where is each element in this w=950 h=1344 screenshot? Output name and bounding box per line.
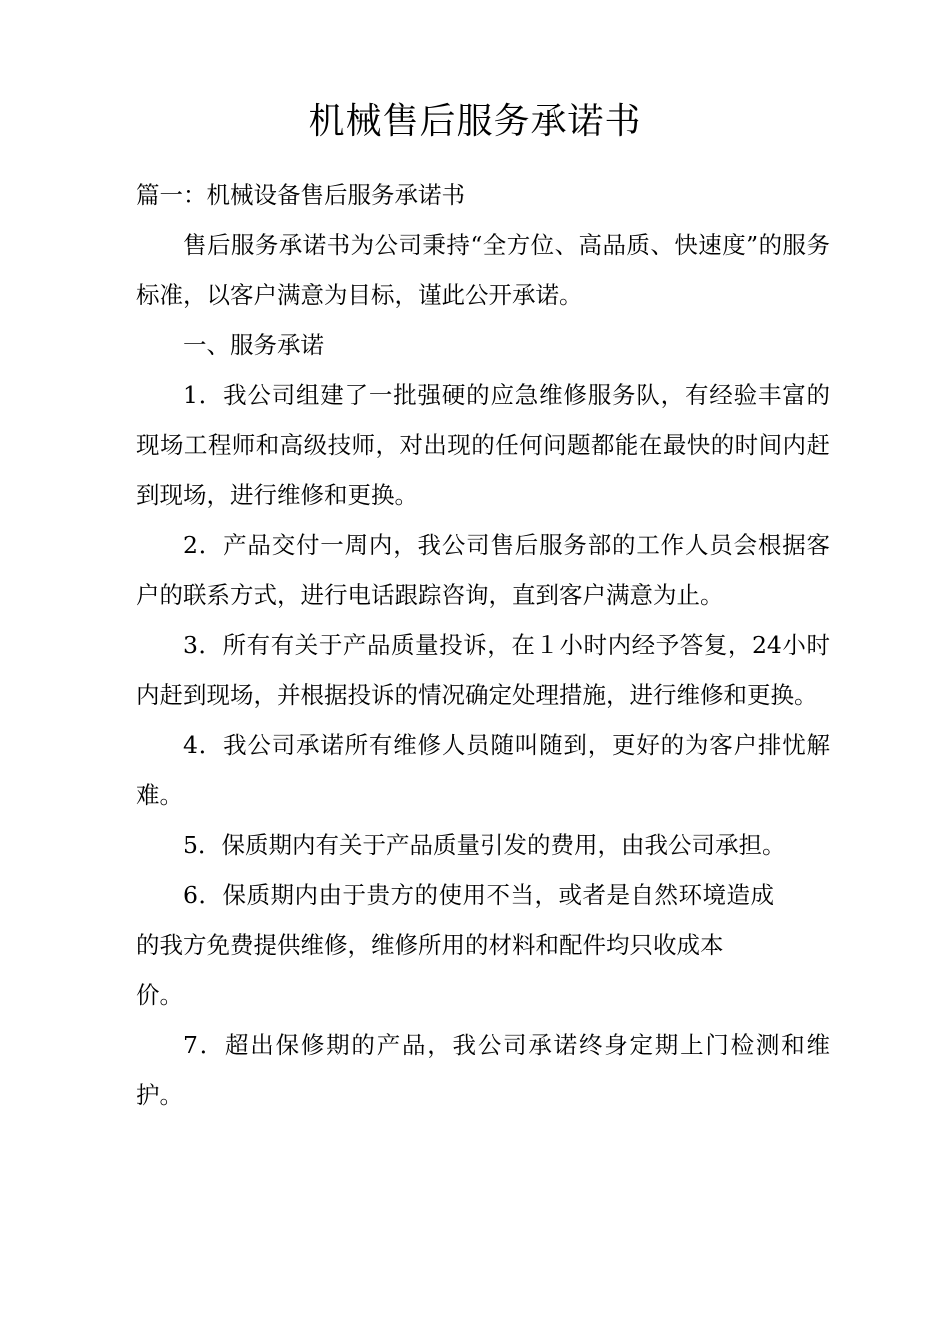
promise-item-1: 1．我公司组建了一批强硬的应急维修服务队，有经验丰富的现场工程师和高级技师，对出现的任何问题都能在最快的时间内赶到现场，进行维修和更换。 bbox=[136, 381, 830, 509]
document-title: 机械售后服务承诺书 bbox=[308, 101, 642, 142]
promise-item-3: 3．所有有关于产品质量投诉，在１小时内经予答复，24小时内赶到现场，并根据投诉的情况确定处理措施，进行维修和更换。 bbox=[136, 631, 830, 709]
intro-paragraph: 售后服务承诺书为公司秉持“全方位、高品质、快速度”的服务标准，以客户满意为目标，谨此公开承诺。 bbox=[136, 231, 830, 309]
promise-item-5: 5．保质期内有关于产品质量引发的费用，由我公司承担。 bbox=[183, 831, 786, 859]
promise-item-6: 6．保质期内由于贵方的使用不当，或者是自然环境造成的我方免费提供维修，维修所用的材料和配件均只收成本 bbox=[136, 881, 774, 959]
document-body bbox=[136, 170, 830, 1120]
promise-item-7: 7．超出保修期的产品，我公司承诺终身定期上门检测和维护。 bbox=[136, 1031, 830, 1109]
promise-item-4: 4．我公司承诺所有维修人员随叫随到，更好的为客户排忧解难。 bbox=[136, 731, 830, 809]
subheading: 一、服务承诺 bbox=[183, 331, 324, 359]
section-heading: 篇一：机械设备售后服务承诺书 bbox=[136, 181, 465, 209]
promise-item-6-continued: 价。 bbox=[136, 981, 183, 1009]
promise-item-2: 2．产品交付一周内，我公司售后服务部的工作人员会根据客户的联系方式，进行电话跟踪咨询，直到客户满意为止。 bbox=[136, 531, 830, 609]
